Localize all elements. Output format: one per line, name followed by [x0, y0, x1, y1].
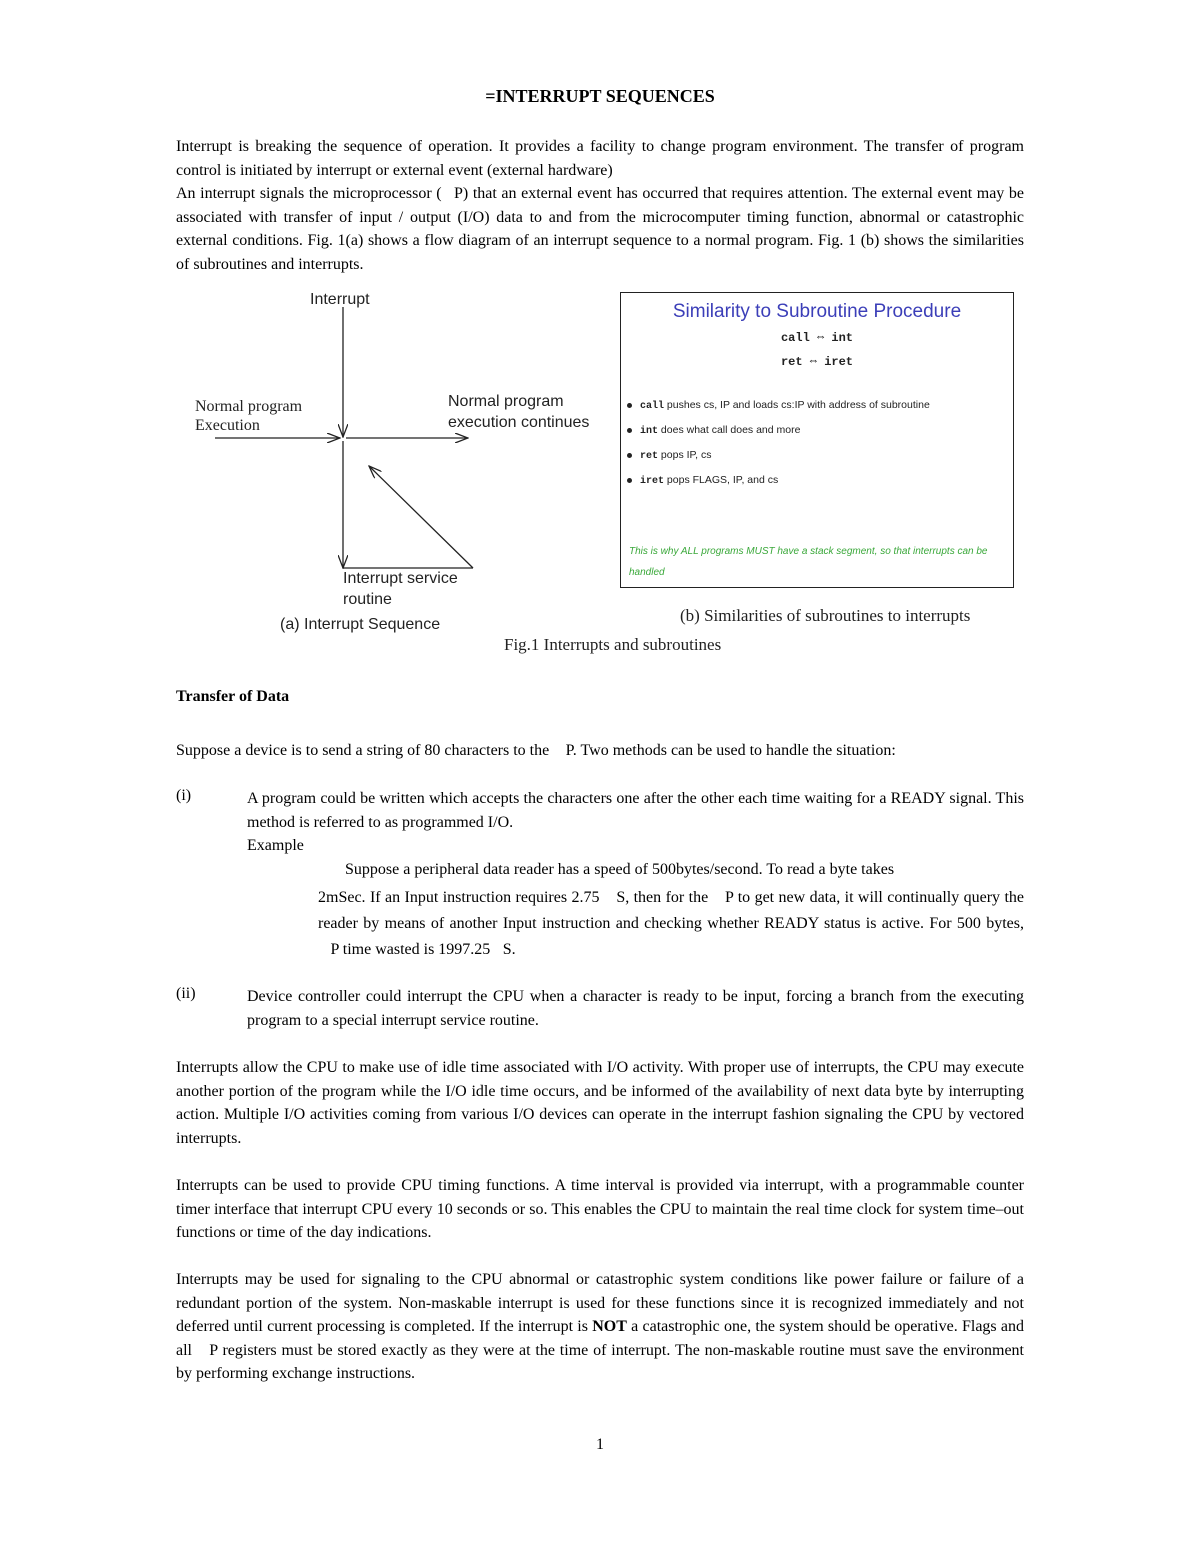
list-item-ii: Device controller could interrupt the CPU when a character is ready to be input, forcing a branch from the executing program to a special interrupt service routine.	[247, 988, 1024, 1029]
continues-label-2: execution continues	[448, 414, 590, 431]
isr-label-2: routine	[343, 591, 392, 608]
figure-interrupt-sequence	[180, 285, 620, 645]
list-label-i: (i)	[176, 787, 192, 804]
bullet-icon	[627, 403, 632, 408]
bullet-icon	[627, 478, 632, 483]
code-line-1: call ⇔ int	[780, 331, 853, 345]
similarity-title: Similarity to Subroutine Procedure	[672, 301, 962, 322]
intro-paragraph-2: An interrupt signals the microprocessor ( P) that an external event has occurred that requires attention. The external event may be associated with transfer of input / output (I/O) data to and from the microcomputer timing function, abnormal or catastrophic external conditions. Fig. 1(a) shows a flow diagram of an interrupt sequence to a normal program. Fig. 1 (b) shows the similarities of subroutines and interrupts.	[176, 185, 1024, 273]
figure-caption: Fig.1 Interrupts and subroutines	[504, 635, 722, 654]
interrupt-sequence-diagram	[180, 285, 620, 645]
interrupt-label: Interrupt	[310, 291, 370, 308]
figure-a-caption: (a) Interrupt Sequence	[280, 616, 441, 633]
similarity-bullets	[627, 397, 1007, 497]
intro-section	[176, 135, 1024, 276]
return-arrow	[369, 466, 473, 568]
bullet-item: iret pops FLAGS, IP, and cs	[627, 472, 1007, 497]
page-number: 1	[596, 1436, 604, 1453]
page-title: =INTERRUPT SEQUENCES	[485, 86, 715, 106]
figure-similarity-box	[620, 292, 1014, 588]
body-paragraph-3: Interrupts may be used for signaling to the CPU abnormal or catastrophic system conditions like power failure or failure of a redundant portion of the system. Non-maskable interrupt is used for these functions since it is recognized immediately and not deferred until current processing is completed. If the interrupt is NOT a catastrophic one, the system should be operative. Flags and all P registers must be stored exactly as they were at the time of interrupt. The non-maskable routine must save the environment by performing exchange instructions.	[176, 1271, 1025, 1382]
normal-program-label-2: Execution	[195, 417, 260, 434]
bullet-item: ret pops IP, cs	[627, 447, 1007, 472]
intro-paragraph-1: Interrupt is breaking the sequence of operation. It provides a facility to change program environment. The transfer of program control is initiated by interrupt or external event (external hardware)	[176, 138, 1024, 179]
transfer-intro: Suppose a device is to send a string of 80 characters to the P. Two methods can be used to handle the situation:	[176, 742, 884, 759]
bullet-item: call pushes cs, IP and loads cs:IP with address of subroutine	[627, 397, 1007, 422]
continues-label-1: Normal program	[448, 393, 564, 410]
bullet-icon	[627, 428, 632, 433]
body-paragraph-2: Interrupts can be used to provide CPU timing functions. A time interval is provided via interrupt, with a programmable counter timer interface that interrupt CPU every 10 seconds or so. This enables the CPU to maintain the real time clock for system time–out functions or time of the day indications.	[176, 1177, 1024, 1241]
bullet-icon	[627, 453, 632, 458]
example-line-1: Suppose a peripheral data reader has a speed of 500bytes/second. To read a byte takes	[345, 861, 895, 878]
figure-b-caption: (b) Similarities of subroutines to interrupts	[680, 606, 971, 625]
code-line-2: ret ⇔ iret	[780, 355, 853, 369]
emphasis-not: NOT	[592, 1318, 627, 1335]
example-label: Example	[247, 837, 304, 854]
section-heading-transfer: Transfer of Data	[176, 688, 290, 705]
body-paragraph-1: Interrupts allow the CPU to make use of idle time associated with I/O activity. With proper use of interrupts, the CPU may execute another portion of the program while the I/O idle time occurs, and be informed of the availability of next data byte by interrupting action. Multiple I/O activities coming from various I/O devices can operate in the interrupt fashion signaling the CPU by vectored interrupts.	[176, 1059, 1024, 1147]
example-text: 2mSec. If an Input instruction requires 2.75 S, then for the P to get new data, it will continually query the reader by means of another Input instruction and checking whether READY status is active. For 500 bytes, P time wasted is 1997.25 S.	[318, 889, 1024, 958]
stack-note: This is why ALL programs MUST have a stack segment, so that interrupts can be handled	[629, 546, 988, 578]
isr-label-1: Interrupt service	[343, 570, 458, 587]
list-item-i: A program could be written which accepts the characters one after the other each time waiting for a READY signal. This method is referred to as programmed I/O.	[247, 790, 1024, 831]
bullet-item: int does what call does and more	[627, 422, 1007, 447]
list-label-ii: (ii)	[176, 985, 196, 1002]
normal-program-label-1: Normal program	[195, 398, 303, 415]
